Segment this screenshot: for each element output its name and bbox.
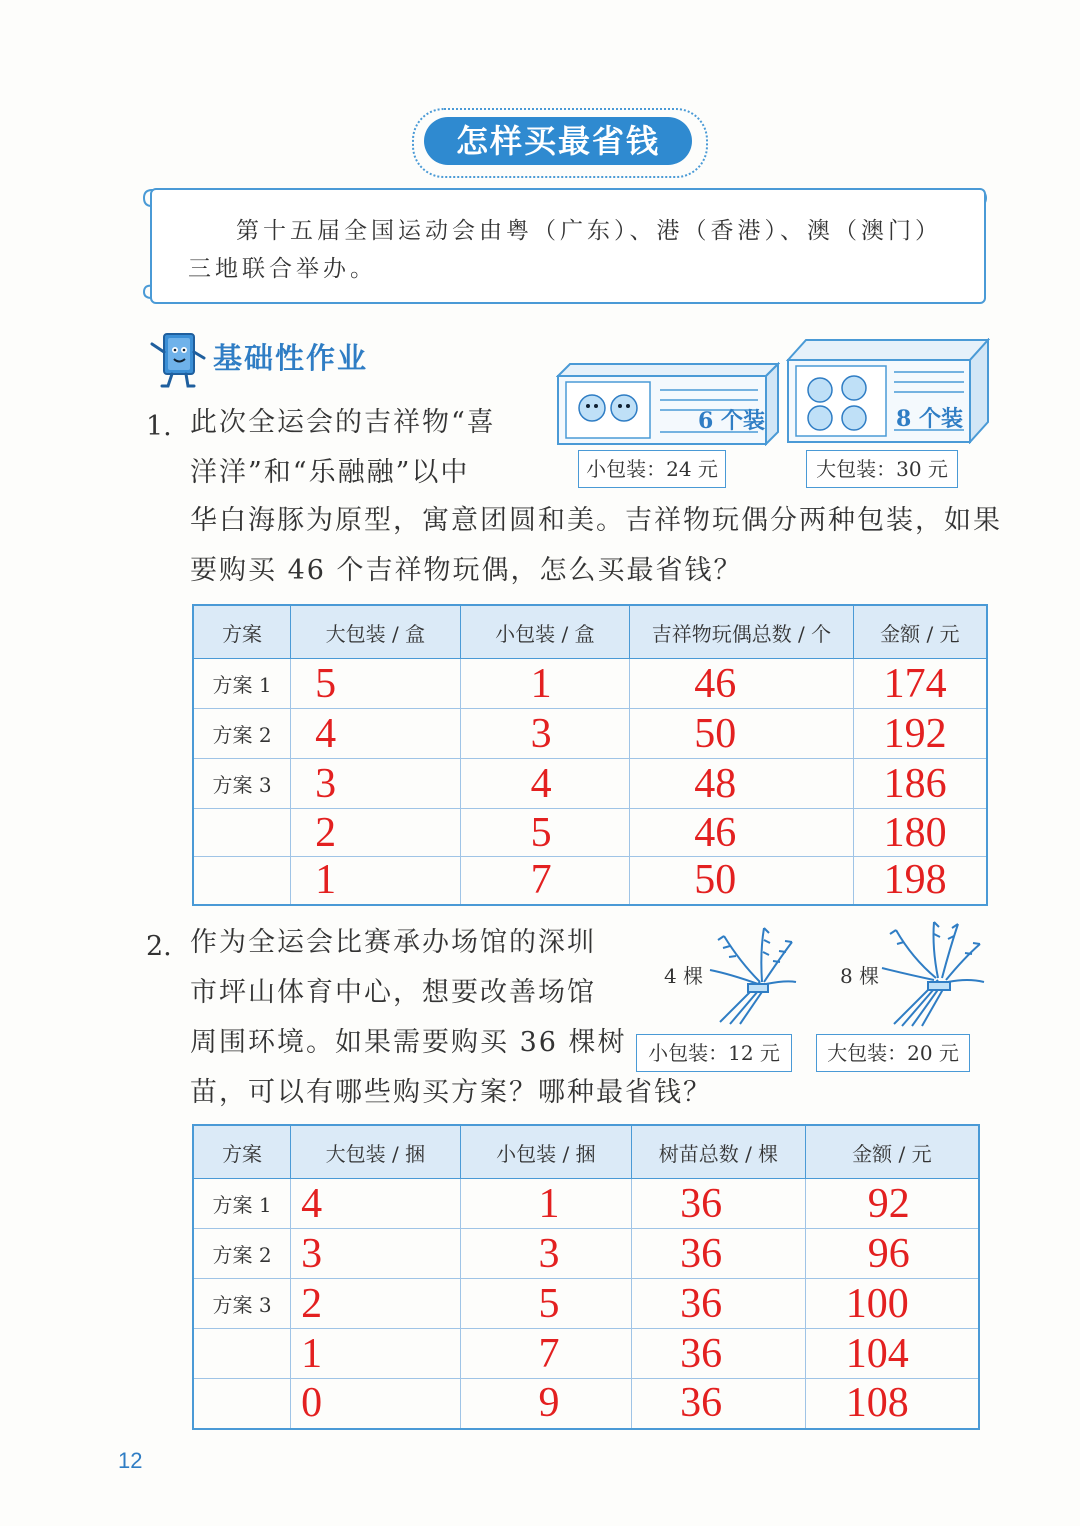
table-row <box>193 1279 979 1329</box>
plan-label <box>193 857 291 905</box>
large-count: 3 <box>291 1229 460 1279</box>
section-heading: 基础性作业 <box>213 341 369 375</box>
small-count: 5 <box>460 1279 632 1329</box>
amount: 92 <box>805 1179 979 1229</box>
problem2-line4: 苗，可以有哪些购买方案？哪种最省钱？ <box>190 1077 712 1108</box>
table-header: 小包装 / 捆 <box>460 1125 632 1179</box>
total-count: 36 <box>632 1329 806 1379</box>
total-count: 36 <box>632 1229 806 1279</box>
problem2-line3: 周围环境。如果需要购买 36 棵树 <box>190 1027 627 1058</box>
table-header: 方案 <box>193 1125 291 1179</box>
page-title: 怎样买最省钱 <box>424 117 692 165</box>
amount: 108 <box>805 1379 979 1429</box>
amount: 198 <box>853 857 987 905</box>
table-header: 树苗总数 / 棵 <box>632 1125 806 1179</box>
seedling-bundle-small-icon <box>700 922 800 1028</box>
small-count: 9 <box>460 1379 632 1429</box>
plan-label <box>193 1379 291 1429</box>
small-count: 4 <box>460 759 630 809</box>
amount: 104 <box>805 1329 979 1379</box>
small-count: 3 <box>460 709 630 759</box>
amount: 174 <box>853 659 987 709</box>
small-package-label: 6 个装 <box>698 408 765 434</box>
table-header-row <box>193 605 987 659</box>
problem1-line2: 洋洋”和“乐融融”以中 <box>190 457 470 488</box>
amount: 100 <box>805 1279 979 1329</box>
large-package-label: 8 个装 <box>896 406 963 432</box>
table-row <box>193 759 987 809</box>
table-row <box>193 1329 979 1379</box>
large-count: 0 <box>291 1379 460 1429</box>
total-count: 36 <box>632 1379 806 1429</box>
plan-label: 方案 2 <box>193 1229 291 1279</box>
table-row <box>193 709 987 759</box>
large-count: 2 <box>291 809 460 857</box>
total-count: 50 <box>630 709 853 759</box>
problem1-line4: 要购买 46 个吉祥物玩偶，怎么买最省钱？ <box>190 555 743 586</box>
small-count: 3 <box>460 1229 632 1279</box>
large-bundle-label: 8 棵 <box>840 964 880 988</box>
book-mascot-icon <box>146 328 210 392</box>
amount: 192 <box>853 709 987 759</box>
large-bundle-price: 大包装：20 元 <box>816 1034 970 1072</box>
large-package-box <box>786 338 990 444</box>
total-count: 46 <box>630 659 853 709</box>
large-count: 4 <box>291 1179 460 1229</box>
amount: 186 <box>853 759 987 809</box>
intro-text: 第十五届全国运动会由粤（广东）、港（香港）、澳（澳门）三地联合举办。 <box>188 218 942 282</box>
problem1-number: 1. <box>146 411 172 442</box>
table-header: 方案 <box>193 605 291 659</box>
table-header: 金额 / 元 <box>805 1125 979 1179</box>
table-header-row <box>193 1125 979 1179</box>
table-header: 吉祥物玩偶总数 / 个 <box>630 605 853 659</box>
table-header: 大包装 / 盒 <box>291 605 460 659</box>
plan-table-1 <box>192 604 988 906</box>
total-count: 46 <box>630 809 853 857</box>
table-header: 大包装 / 捆 <box>291 1125 460 1179</box>
plan-label <box>193 1329 291 1379</box>
table-row <box>193 809 987 857</box>
plan-label: 方案 3 <box>193 1279 291 1329</box>
large-count: 4 <box>291 709 460 759</box>
problem2-number: 2. <box>146 931 172 962</box>
large-package-price: 大包装：30 元 <box>806 450 958 488</box>
small-count: 7 <box>460 857 630 905</box>
small-count: 7 <box>460 1329 632 1379</box>
table-row <box>193 659 987 709</box>
problem2-line1: 作为全运会比赛承办场馆的深圳 <box>190 927 596 958</box>
small-package-price: 小包装：24 元 <box>578 450 726 488</box>
problem2-line2: 市坪山体育中心，想要改善场馆 <box>190 977 596 1008</box>
plan-label: 方案 2 <box>193 709 291 759</box>
plan-label: 方案 1 <box>193 1179 291 1229</box>
small-bundle-price: 小包装：12 元 <box>636 1034 792 1072</box>
large-count: 5 <box>291 659 460 709</box>
large-count: 1 <box>291 857 460 905</box>
plan-label <box>193 809 291 857</box>
amount: 96 <box>805 1229 979 1279</box>
small-bundle-label: 4 棵 <box>664 964 704 988</box>
large-count: 3 <box>291 759 460 809</box>
problem1-line3: 华白海豚为原型，寓意团圆和美。吉祥物玩偶分两种包装，如果 <box>190 505 1002 536</box>
large-count: 1 <box>291 1329 460 1379</box>
total-count: 50 <box>630 857 853 905</box>
amount: 180 <box>853 809 987 857</box>
table-row <box>193 857 987 905</box>
plan-label: 方案 1 <box>193 659 291 709</box>
plan-table-2 <box>192 1124 980 1430</box>
table-row <box>193 1179 979 1229</box>
table-header: 小包装 / 盒 <box>460 605 630 659</box>
small-count: 1 <box>460 659 630 709</box>
large-count: 2 <box>291 1279 460 1329</box>
small-package-box <box>556 362 780 446</box>
small-count: 1 <box>460 1179 632 1229</box>
seedling-bundle-large-icon <box>876 918 988 1030</box>
page-number: 12 <box>118 1448 143 1473</box>
total-count: 36 <box>632 1179 806 1229</box>
small-count: 5 <box>460 809 630 857</box>
total-count: 36 <box>632 1279 806 1329</box>
table-row <box>193 1229 979 1279</box>
plan-label: 方案 3 <box>193 759 291 809</box>
problem1-line1: 此次全运会的吉祥物“喜 <box>190 407 496 438</box>
table-header: 金额 / 元 <box>853 605 987 659</box>
total-count: 48 <box>630 759 853 809</box>
table-row <box>193 1379 979 1429</box>
